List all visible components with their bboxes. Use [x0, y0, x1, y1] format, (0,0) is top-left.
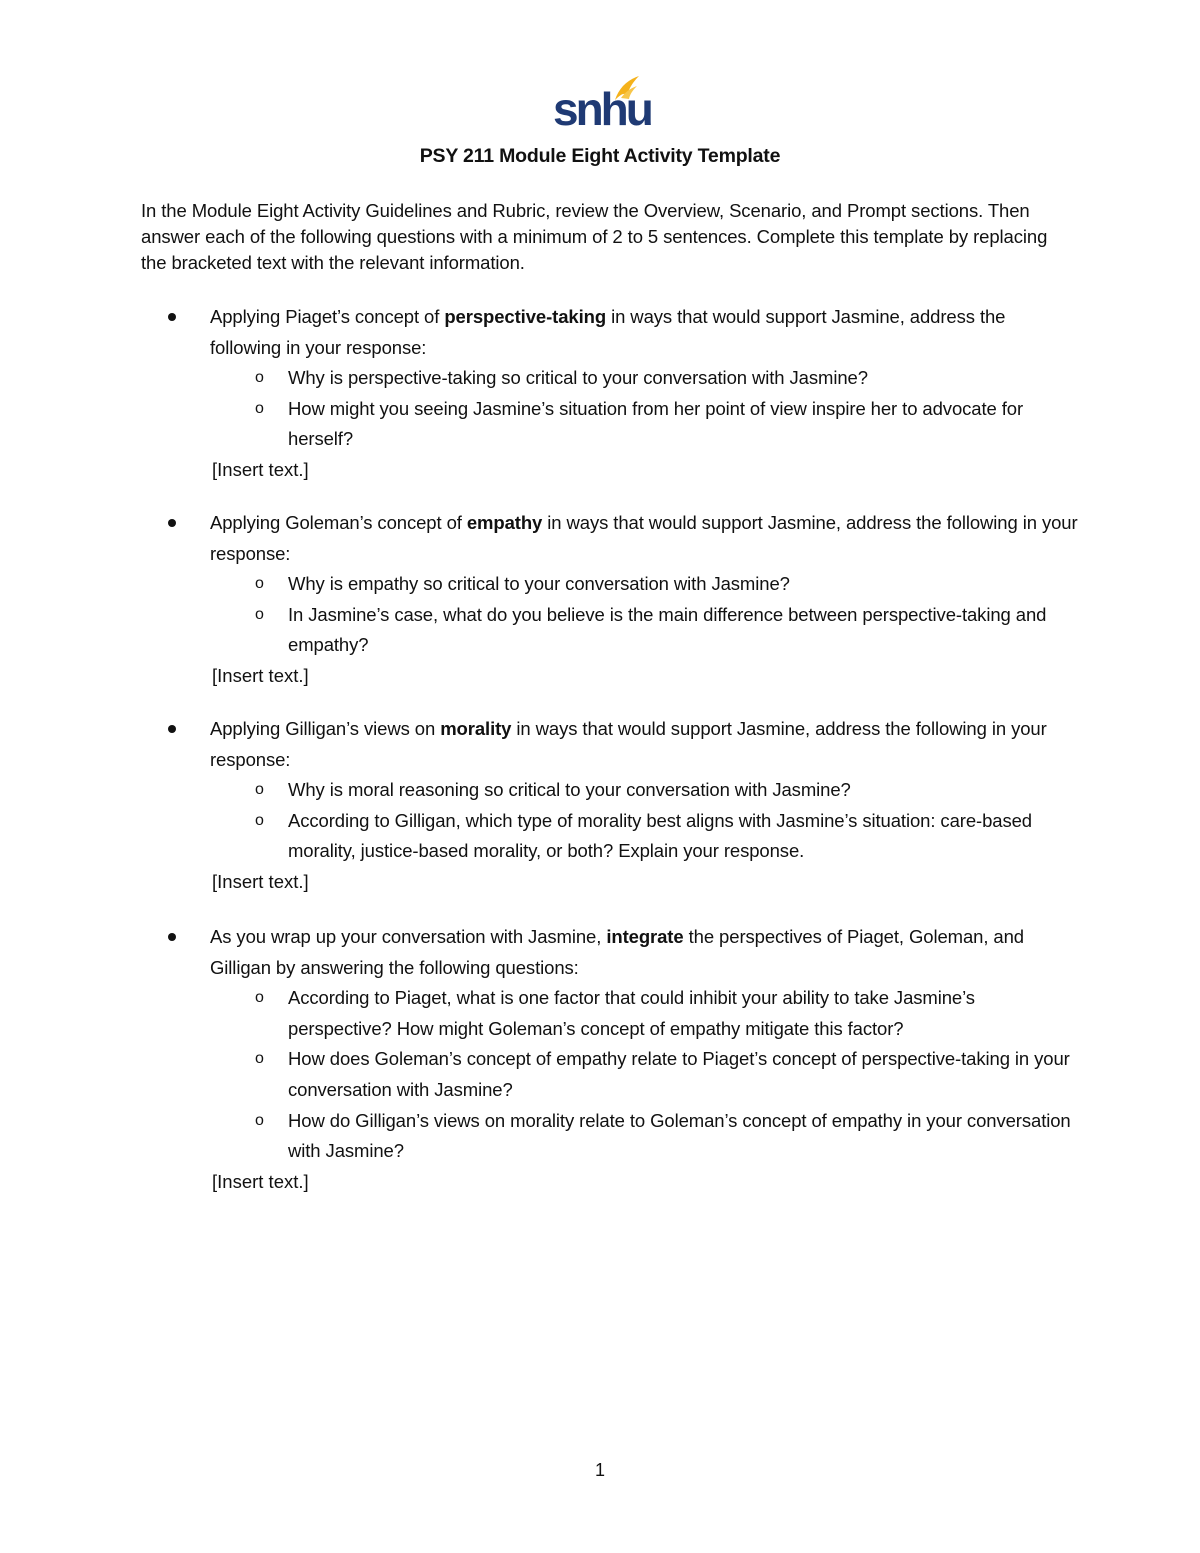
page-title: PSY 211 Module Eight Activity Template	[419, 145, 781, 167]
section-prompt	[141, 302, 1081, 363]
prompt-keyword: integrate	[606, 926, 684, 947]
prompt-text: Applying Gilligan’s views on	[210, 718, 441, 739]
bullet-icon	[168, 519, 176, 527]
insert-text-placeholder[interactable]: [Insert text.]	[212, 870, 309, 892]
sub-bullet-icon: o	[255, 399, 264, 417]
prompt-text: in ways that would support Jasmine, address the following in your response:	[210, 306, 1006, 358]
sub-question-text: In Jasmine’s case, what do you believe is the main difference between perspective-taking and empathy?	[288, 603, 1047, 656]
insert-text-placeholder[interactable]: [Insert text.]	[212, 1170, 309, 1192]
sub-question	[141, 806, 1081, 867]
question-section-2	[141, 508, 1081, 692]
sub-bullet-icon: o	[255, 781, 264, 799]
sub-question	[141, 775, 1081, 806]
sub-question-text: Why is perspective-taking so critical to your conversation with Jasmine?	[288, 367, 868, 389]
prompt-text: in ways that would support Jasmine, address the following in your response:	[210, 718, 1047, 770]
sub-question	[141, 1044, 1081, 1105]
sub-question	[141, 363, 1081, 394]
sub-bullet-icon: o	[255, 1050, 264, 1068]
sub-question-text: According to Gilligan, which type of morality best aligns with Jasmine’s situation: care-based morality, justice-based morality, or both? Explain your response.	[288, 809, 1032, 862]
prompt-keyword: morality	[440, 718, 512, 739]
insert-text-placeholder[interactable]: [Insert text.]	[212, 664, 309, 686]
section-prompt	[141, 508, 1081, 569]
sub-question	[141, 1106, 1081, 1167]
bullet-icon	[168, 313, 176, 321]
question-section-1	[141, 302, 1081, 486]
sub-question-text: How do Gilligan’s views on morality relate to Goleman’s concept of empathy in your conversation with Jasmine?	[288, 1109, 1071, 1162]
page-number: 1	[594, 1460, 605, 1480]
prompt-text: As you wrap up your conversation with Jasmine,	[210, 926, 607, 947]
prompt-keyword: perspective-taking	[444, 306, 607, 327]
insert-text-placeholder[interactable]: [Insert text.]	[212, 458, 309, 480]
question-section-3	[141, 714, 1081, 898]
sub-bullet-icon: o	[255, 605, 264, 623]
bullet-icon	[168, 725, 176, 733]
sub-question	[141, 394, 1081, 455]
intro-paragraph: In the Module Eight Activity Guidelines and Rubric, review the Overview, Scenario, and Prompt sections. Then answer each of the following questions with a minimum of 2 to 5 sentences. Complete this template by replacing the bracketed text with the relevant information.	[141, 200, 1048, 273]
sub-bullet-icon: o	[255, 575, 264, 593]
prompt-keyword: empathy	[466, 512, 543, 533]
sub-question	[141, 983, 1081, 1044]
sub-question-text: According to Piaget, what is one factor that could inhibit your ability to take Jasmine’s perspective? How might Goleman’s concept of empathy mitigate this factor?	[288, 987, 975, 1039]
logo-wordmark: snhu	[553, 83, 651, 135]
sub-question-text: How does Goleman’s concept of empathy relate to Piaget’s concept of perspective-taking in your conversation with Jasmine?	[288, 1048, 1070, 1100]
sub-question-text: Why is moral reasoning so critical to your conversation with Jasmine?	[288, 779, 851, 801]
sub-bullet-icon: o	[255, 1111, 264, 1129]
sub-question	[141, 569, 1081, 600]
snhu-logo	[553, 74, 651, 135]
section-prompt	[141, 922, 1081, 983]
sub-question	[141, 600, 1081, 661]
section-prompt	[141, 714, 1081, 775]
prompt-text: Applying Piaget’s concept of	[210, 306, 445, 327]
sub-question-text: How might you seeing Jasmine’s situation from her point of view inspire her to advocate for herself?	[288, 397, 1024, 450]
bullet-icon	[168, 933, 176, 941]
prompt-text: Applying Goleman’s concept of	[210, 512, 467, 533]
sub-bullet-icon: o	[255, 811, 264, 829]
sub-bullet-icon: o	[255, 989, 264, 1007]
sub-bullet-icon: o	[255, 369, 264, 387]
question-section-4	[141, 922, 1081, 1197]
prompt-text: the perspectives of Piaget, Goleman, and Gilligan by answering the following questions:	[210, 926, 1024, 978]
prompt-text: in ways that would support Jasmine, address the following in your response:	[210, 512, 1078, 564]
sub-question-text: Why is empathy so critical to your conversation with Jasmine?	[288, 573, 790, 595]
